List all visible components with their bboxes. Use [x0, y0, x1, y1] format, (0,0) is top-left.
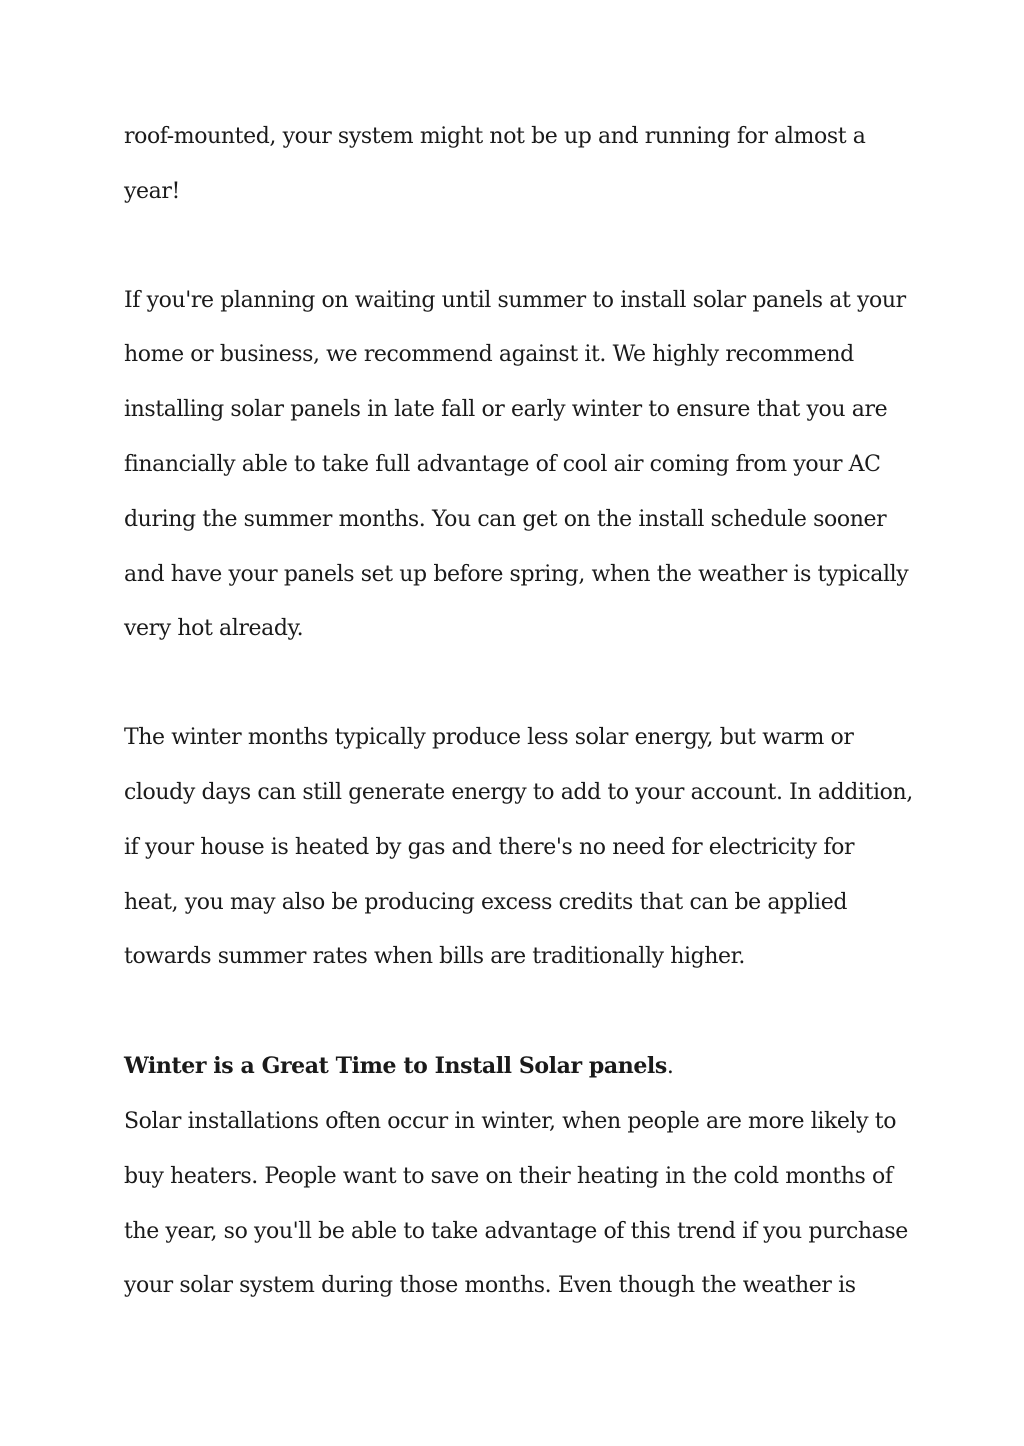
- paragraph-summer-install: If you're planning on waiting until summer to install solar panels at your home or business, we recommend against it. We highly recommend installing solar panels in late fall or early winter to ensure that you are financially able to take full advantage of cool air coming from your AC during the summer months. You can get on the install schedule sooner and have your panels set up before spring, when the weather is typically very hot already.: [124, 287, 909, 642]
- section-heading-text: Winter is a Great Time to Install Solar panels: [124, 1053, 667, 1080]
- section-heading-punct: .: [666, 1054, 674, 1080]
- section-heading: [124, 1039, 914, 1095]
- paragraph-spacer: [124, 220, 914, 274]
- paragraph-roof-mounted: roof-mounted, your system might not be up and running for almost a year!: [124, 124, 866, 204]
- paragraph-winter-energy: The winter months typically produce less solar energy, but warm or cloudy days can still generate energy to add to your account. In addition, if your house is heated by gas and there's no need for electricity for heat, you may also be producing excess credits that can be applied towards summer rates when bills are traditionally higher.: [124, 725, 913, 970]
- paragraph-spacer: [124, 657, 914, 711]
- paragraph-spacer: [124, 985, 914, 1039]
- paragraph-winter-great-time: Solar installations often occur in winter, when people are more likely to buy heaters. People want to save on their heating in the cold months of the year, so you'll be able to take advantage of this trend if you purchase your solar system during those months. Even though the weather is: [124, 1108, 908, 1299]
- document-page: [124, 110, 914, 1314]
